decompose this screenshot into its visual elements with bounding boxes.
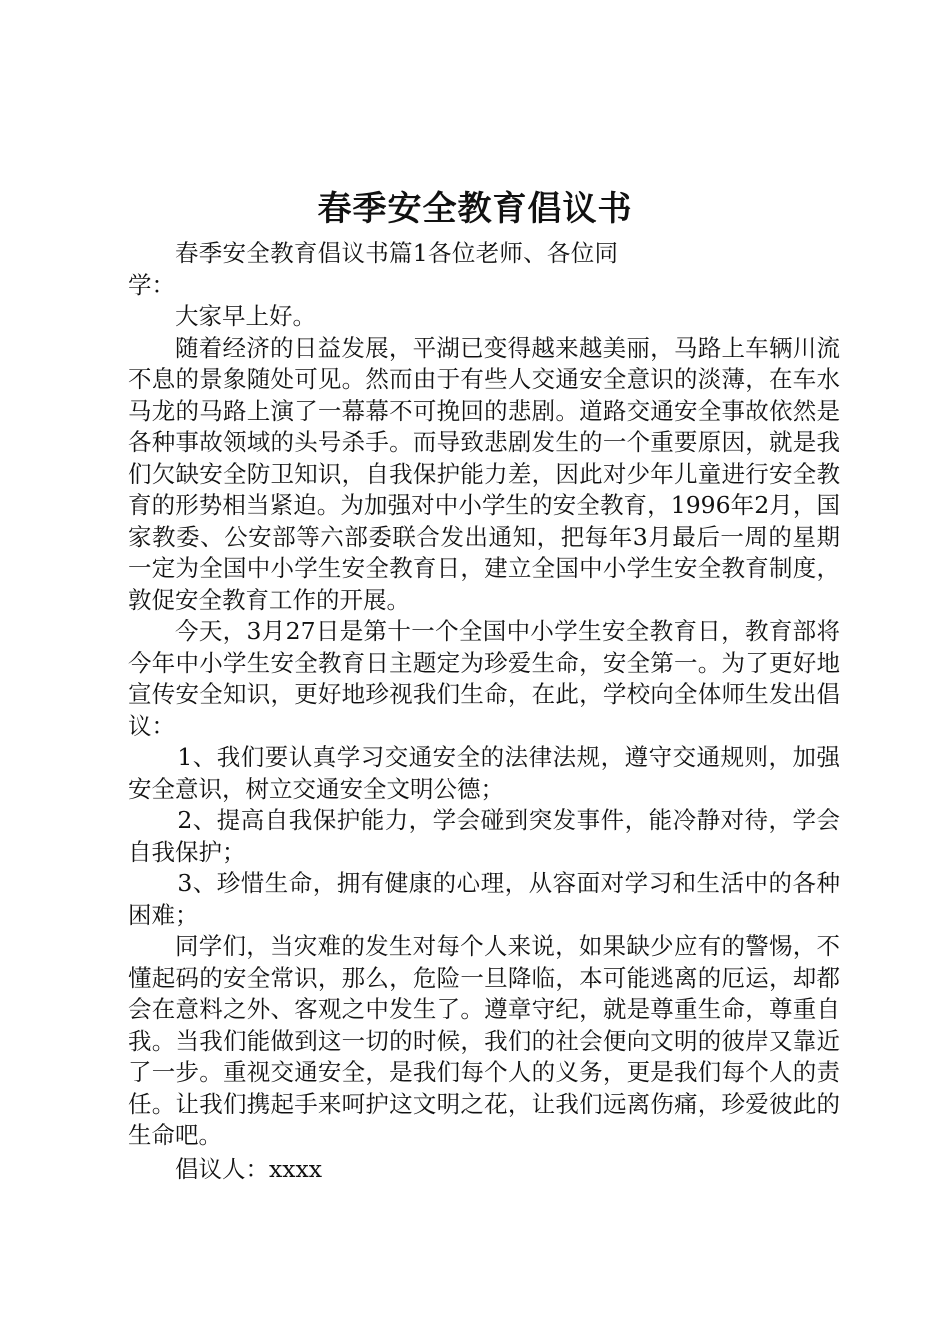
signature-line: 倡议人：xxxx <box>175 1154 323 1183</box>
body-paragraph: 随着经济的日益发展，平湖已变得越来越美丽，马路上车辆川流不息的景象随处可见。然而由于有些人交通安全意识的淡薄，在车水马龙的马路上演了一幕幕不可挽回的悲剧。道路交通安全事故依然是各种事故领域的头号杀手。而导致悲剧发生的一个重要原因，就是我们欠缺安全防卫知识，自我保护能力差，因此对少年儿童进行安全教育的形势相当紧迫。为加强对中小学生的安全教育，1996年2月，国家教委、公安部等六部委联合发出通知，把每年3月最后一周的星期一定为全国中小学生安全教育日，建立全国中小学生安全教育制度，敦促安全教育工作的开展。 <box>128 333 840 614</box>
salutation-paragraph: 大家早上好。 <box>175 302 316 330</box>
proposal-item: 3、珍惜生命，拥有健康的心理，从容面对学习和生活中的各种困难； <box>128 869 840 929</box>
body-paragraph: 今天，3月27日是第十一个全国中小学生安全教育日，教育部将今年中小学生安全教育日主题定为珍爱生命，安全第一。为了更好地宣传安全知识，更好地珍视我们生命，在此，学校向全体师生发出倡议： <box>128 617 840 740</box>
proposal-item: 1、我们要认真学习交通安全的法律法规，遵守交通规则，加强安全意识，树立交通安全文明公德； <box>128 743 840 803</box>
proposal-item: 2、提高自我保护能力，学会碰到突发事件，能冷静对待，学会自我保护； <box>128 806 840 866</box>
body-paragraph: 同学们，当灾难的发生对每个人来说，如果缺少应有的警惕，不懂起码的安全常识，那么，危险一旦降临，本可能逃离的厄运，却都会在意料之外、客观之中发生了。遵章守纪，就是尊重生命，尊重自我。当我们能做到这一切的时候，我们的社会便向文明的彼岸又靠近了一步。重视交通安全，是我们每个人的义务，更是我们每个人的责任。让我们携起手来呵护这文明之花，让我们远离伤痛，珍爱彼此的生命吧。 <box>128 932 840 1149</box>
greeting-paragraph: 春季安全教育倡议书篇1各位老师、各位同学： <box>128 239 618 299</box>
document-body <box>128 238 840 1185</box>
document-title: 春季安全教育倡议书 <box>317 189 633 229</box>
